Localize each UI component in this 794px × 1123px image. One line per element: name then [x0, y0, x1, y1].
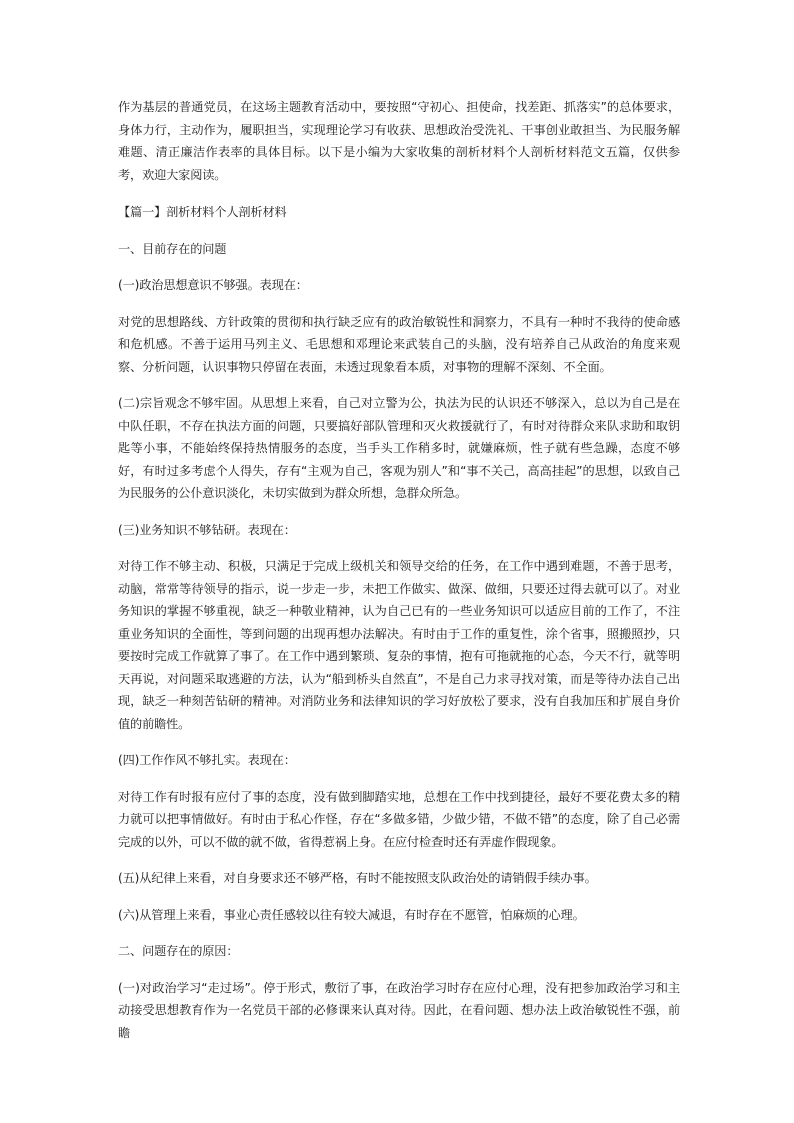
- paragraph-purpose-concept: (二)宗旨观念不够牢固。从思想上来看，自己对立警为公，执法为民的认识还不够深入，总以为自己是在中队任职，不存在执法方面的问题，只要搞好部队管理和灭火救援就行了，有时对待群众来队求助和取钥匙等小事，不能始终保持热情服务的态度，当手头工作稍多时，就嫌麻烦，性子就有些急躁，态度不够好，有时过多考虑个人得失，存有“主观为自己，客观为别人”和“事不关己，高高挂起”的思想，以致自己为民服务的公仆意识淡化，未切实做到为群众所想，急群众所急。: [118, 396, 680, 500]
- document-page: [118, 96, 680, 1044]
- paragraph-management: (六)从管理上来看，事业心责任感较以往有较大减退，有时存在不愿管，怕麻烦的心理。: [118, 907, 585, 922]
- paragraph-discipline: (五)从纪律上来看，对自身要求还不够严格，有时不能按照支队政治处的请销假手续办事。: [118, 871, 597, 885]
- subheading-work-style: (四)工作作风不够扎实。表现在：: [118, 753, 296, 767]
- paragraph-political-awareness: 对党的思想路线、方针政策的贯彻和执行缺乏应有的政治敏锐性和洞察力，不具有一种时不我待的使命感和危机感。不善于运用马列主义、毛思想和邓理论来武装自己的头脑，没有培养自己从政治的角度来观察、分析问题，认识事物只停留在表面，未透过现象看本质，对事物的理解不深刻、不全面。: [118, 314, 680, 374]
- paragraph-work-style: 对待工作有时报有应付了事的态度，没有做到脚踏实地，总想在工作中找到捷径，最好不要花费太多的精力就可以把事情做好。有时由于私心作怪，存在“多做多错，少做少错，不做不错”的态度，除了自己必需完成的以外，可以不做的就不做，省得惹祸上身。在应付检查时还有弄虚作假现象。: [118, 789, 680, 849]
- subheading-political-awareness: (一)政治思想意识不够强。表现在：: [118, 278, 308, 292]
- heading-problem-causes: 二、问题存在的原因：: [118, 944, 239, 958]
- paragraph-political-study: (一)对政治学习“走过场”。停于形式，敷衍了事，在政治学习时存在应付心理，没有把参加政治学习和主动接受思想教育作为一名党员干部的必修课来认真对待。因此，在看问题、想办法上政治敏锐性不强，前瞻: [118, 980, 680, 1040]
- paragraph-business-knowledge: 对待工作不够主动、积极，只满足于完成上级机关和领导交给的任务，在工作中遇到难题，不善于思考，动脑，常常等待领导的指示，说一步走一步，未把工作做实、做深、做细，只要还过得去就可以了。对业务知识的掌握不够重视，缺乏一种敬业精神，认为自己已有的一些业务知识可以适应目前的工作了，不注重业务知识的全面性，等到问题的出现再想办法解决。有时由于工作的重复性，涂个省事，照搬照抄，只要按时完成工作就算了事了。在工作中遇到繁琐、复杂的事情，抱有可拖就拖的心态，今天不行，就等明天再说，对问题采取逃避的方法，认为“船到桥头自然直”，不是自己力求寻找对策，而是等待办法自己出现，缺乏一种刻苦钻研的精神。对消防业务和法律知识的学习好放松了要求，没有自我加压和扩展自身价值的前瞻性。: [118, 559, 680, 731]
- subheading-business-knowledge: (三)业务知识不够钻研。表现在：: [118, 522, 296, 537]
- intro-paragraph: 作为基层的普通党员，在这场主题教育活动中，要按照“守初心、担使命，找差距、抓落实”的总体要求，身体力行，主动作为，履职担当，实现理论学习有收获、思想政治受洗礼、干事创业敢担当、为民服务解难题、清正廉洁作表率的具体目标。以下是小编为大家收集的剖析材料个人剖析材料范文五篇，仅供参考，欢迎大家阅读。: [118, 100, 680, 182]
- heading-current-problems: 一、目前存在的问题: [118, 241, 227, 256]
- section-title-part-one: 【篇一】剖析材料个人剖析材料: [118, 205, 287, 219]
